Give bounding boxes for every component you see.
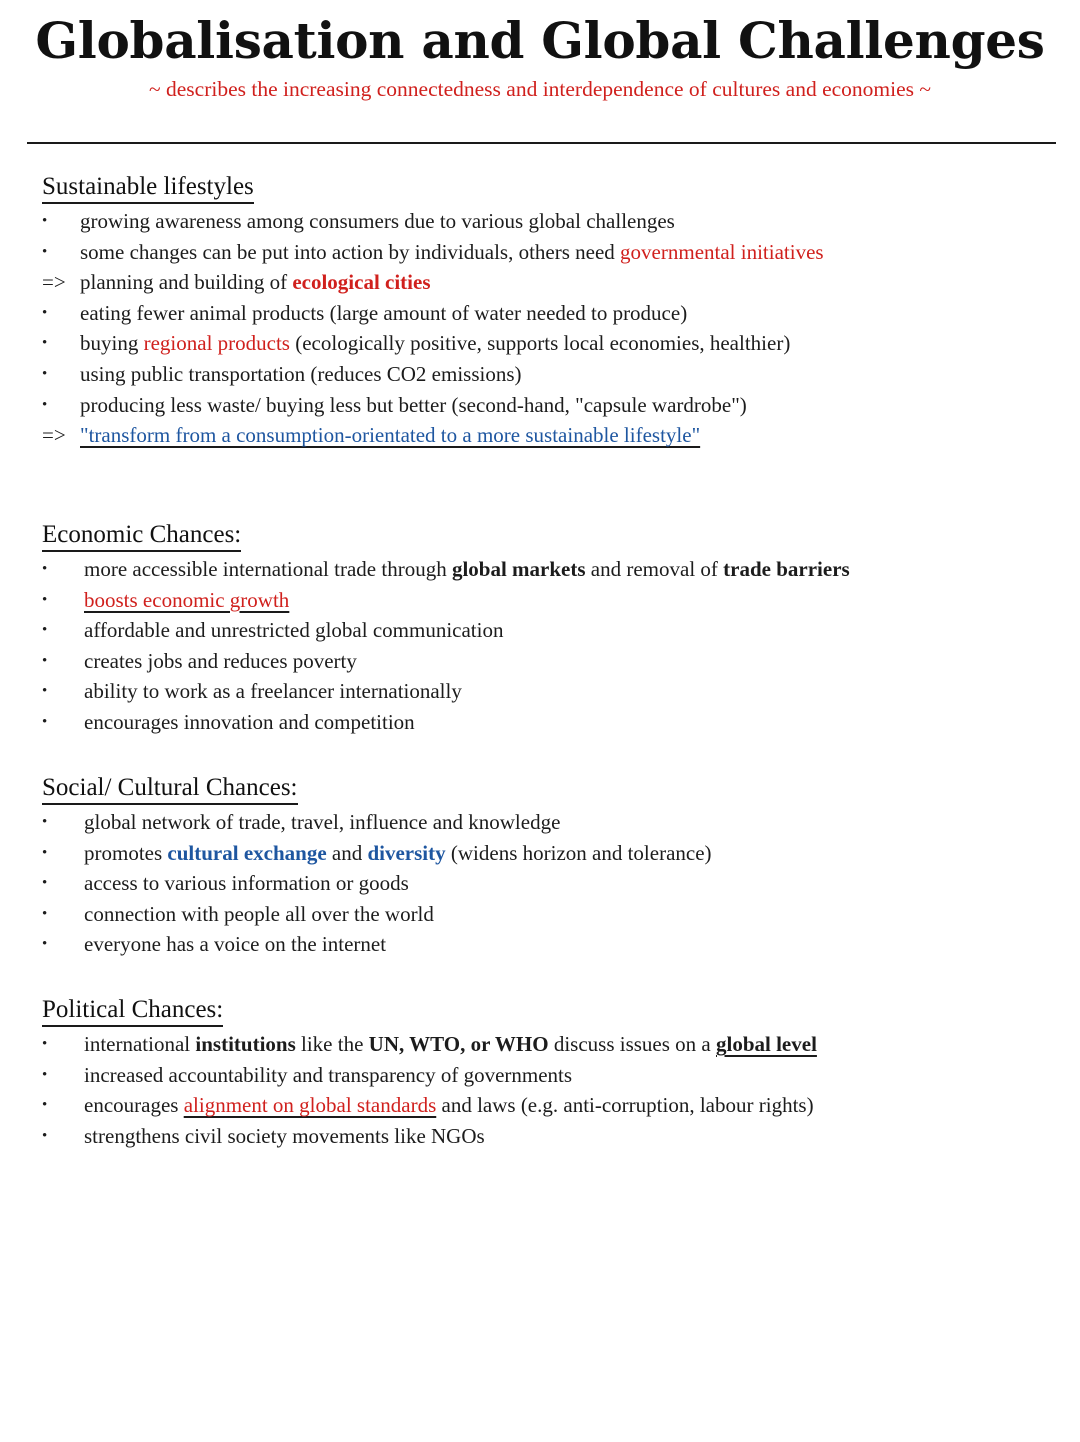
- list-item: [42, 899, 1062, 930]
- bullet-list: [42, 554, 1062, 738]
- bullet-list: [42, 206, 1062, 451]
- bullet-marker: •: [42, 1066, 48, 1083]
- bullet-list: [42, 1029, 1062, 1151]
- list-item: [42, 390, 1062, 421]
- list-item: [42, 420, 1062, 451]
- item-text: promotes cultural exchange and diversity (widens horizon and tolerance): [84, 840, 712, 865]
- highlight-regional-products: regional products: [143, 331, 290, 356]
- item-text: planning and building of ecological cities: [80, 270, 431, 295]
- item-text: global network of trade, travel, influence and knowledge: [84, 810, 561, 834]
- bullet-marker: •: [42, 875, 48, 892]
- highlight-economic-growth: boosts economic growth: [84, 587, 290, 612]
- page-title: Globalisation and Global Challenges: [35, 11, 1045, 70]
- section-sustainable-lifestyles: [42, 171, 1062, 451]
- bullet-marker: •: [42, 905, 48, 922]
- item-text: strengthens civil society movements like NGOs: [84, 1123, 485, 1148]
- highlight-global-level: global level: [716, 1032, 817, 1056]
- item-text: encourages alignment on global standards and laws (e.g. anti-corruption, labour rights): [84, 1093, 814, 1118]
- list-item: [42, 929, 1062, 960]
- section-political-chances: [42, 994, 1062, 1151]
- list-item: [42, 585, 1062, 616]
- section-social-cultural-chances: [42, 772, 1062, 960]
- bullet-marker: •: [42, 814, 48, 830]
- list-item: [42, 237, 1062, 268]
- section-heading: Economic Chances:: [42, 519, 241, 552]
- page-subtitle: ~ describes the increasing connectedness and interdependence of cultures and economies ~: [148, 77, 932, 101]
- highlight-global-markets: global markets: [451, 557, 586, 581]
- list-item: [42, 359, 1062, 390]
- bullet-marker: •: [42, 591, 48, 608]
- item-text: affordable and unrestricted global communication: [84, 618, 504, 643]
- bullet-marker: •: [42, 396, 48, 413]
- title-divider: [27, 142, 1056, 144]
- section-heading: Social/ Cultural Chances:: [42, 772, 298, 805]
- item-text: buying regional products (ecologically positive, supports local economies, healthier): [80, 331, 791, 356]
- bullet-marker: •: [42, 213, 48, 229]
- bullet-marker: •: [42, 561, 48, 577]
- list-item: [42, 1090, 1062, 1121]
- bullet-marker: •: [42, 1127, 48, 1144]
- list-item: [42, 868, 1062, 899]
- highlight-un-wto-who: UN, WTO, or WHO: [368, 1032, 549, 1056]
- item-text: using public transportation (reduces CO2 emissions): [80, 361, 522, 386]
- highlight-governmental-initiatives: governmental initiatives: [620, 239, 824, 264]
- item-text: everyone has a voice on the internet: [84, 932, 387, 957]
- item-text: increased accountability and transparency of governments: [84, 1062, 573, 1087]
- item-text: ability to work as a freelancer internationally: [84, 679, 462, 704]
- item-text: producing less waste/ buying less but better (second-hand, "capsule wardrobe"): [80, 392, 747, 417]
- list-item: [42, 646, 1062, 677]
- item-text: [80, 420, 700, 451]
- item-text: [84, 585, 289, 616]
- section-economic-chances: [42, 519, 1062, 738]
- section-heading: Political Chances:: [42, 994, 223, 1027]
- bullet-marker: •: [42, 713, 48, 730]
- arrow-marker: =>: [42, 423, 66, 448]
- highlight-ecological-cities: ecological cities: [292, 270, 431, 295]
- item-text: connection with people all over the world: [84, 901, 434, 926]
- section-heading: Sustainable lifestyles: [42, 171, 254, 204]
- list-item: [42, 328, 1062, 359]
- item-text: growing awareness among consumers due to various global challenges: [80, 209, 675, 233]
- item-text: some changes can be put into action by individuals, others need governmental initiatives: [80, 239, 824, 264]
- bullet-marker: •: [42, 365, 48, 382]
- bullet-marker: •: [42, 243, 48, 260]
- bullet-marker: •: [42, 844, 48, 861]
- list-item: [42, 298, 1062, 329]
- bullet-marker: •: [42, 1097, 48, 1114]
- bullet-marker: •: [42, 936, 48, 953]
- arrow-marker: =>: [42, 270, 66, 295]
- bullet-marker: •: [42, 652, 48, 669]
- list-item: [42, 807, 1062, 838]
- list-item: [42, 707, 1062, 738]
- list-item: [42, 1029, 1062, 1060]
- list-item: [42, 1060, 1062, 1091]
- highlight-cultural-exchange: cultural exchange: [167, 840, 327, 865]
- bullet-marker: •: [42, 622, 48, 639]
- list-item: [42, 267, 1062, 298]
- bullet-marker: •: [42, 683, 48, 700]
- list-item: [42, 615, 1062, 646]
- bullet-list: [42, 807, 1062, 960]
- list-item: [42, 838, 1062, 869]
- item-text: eating fewer animal products (large amount of water needed to produce): [80, 300, 688, 325]
- highlight-trade-barriers: trade barriers: [723, 557, 850, 581]
- list-item: [42, 206, 1062, 237]
- item-text: more accessible international trade through global markets and removal of trade barriers: [84, 557, 850, 581]
- list-item: [42, 676, 1062, 707]
- item-text: creates jobs and reduces poverty: [84, 648, 357, 673]
- highlight-diversity: diversity: [367, 840, 446, 865]
- item-text: encourages innovation and competition: [84, 709, 415, 734]
- bullet-marker: •: [42, 304, 48, 321]
- list-item: [42, 554, 1062, 585]
- highlight-transform-quote: "transform from a consumption-orientated to a more sustainable lifestyle": [80, 423, 701, 448]
- highlight-global-standards: alignment on global standards: [183, 1093, 437, 1118]
- item-text: international institutions like the UN, WTO, or WHO discuss issues on a global level: [84, 1032, 817, 1056]
- bullet-marker: •: [42, 1036, 48, 1052]
- highlight-institutions: institutions: [195, 1032, 296, 1056]
- bullet-marker: •: [42, 335, 48, 352]
- item-text: access to various information or goods: [84, 871, 409, 896]
- list-item: [42, 1121, 1062, 1152]
